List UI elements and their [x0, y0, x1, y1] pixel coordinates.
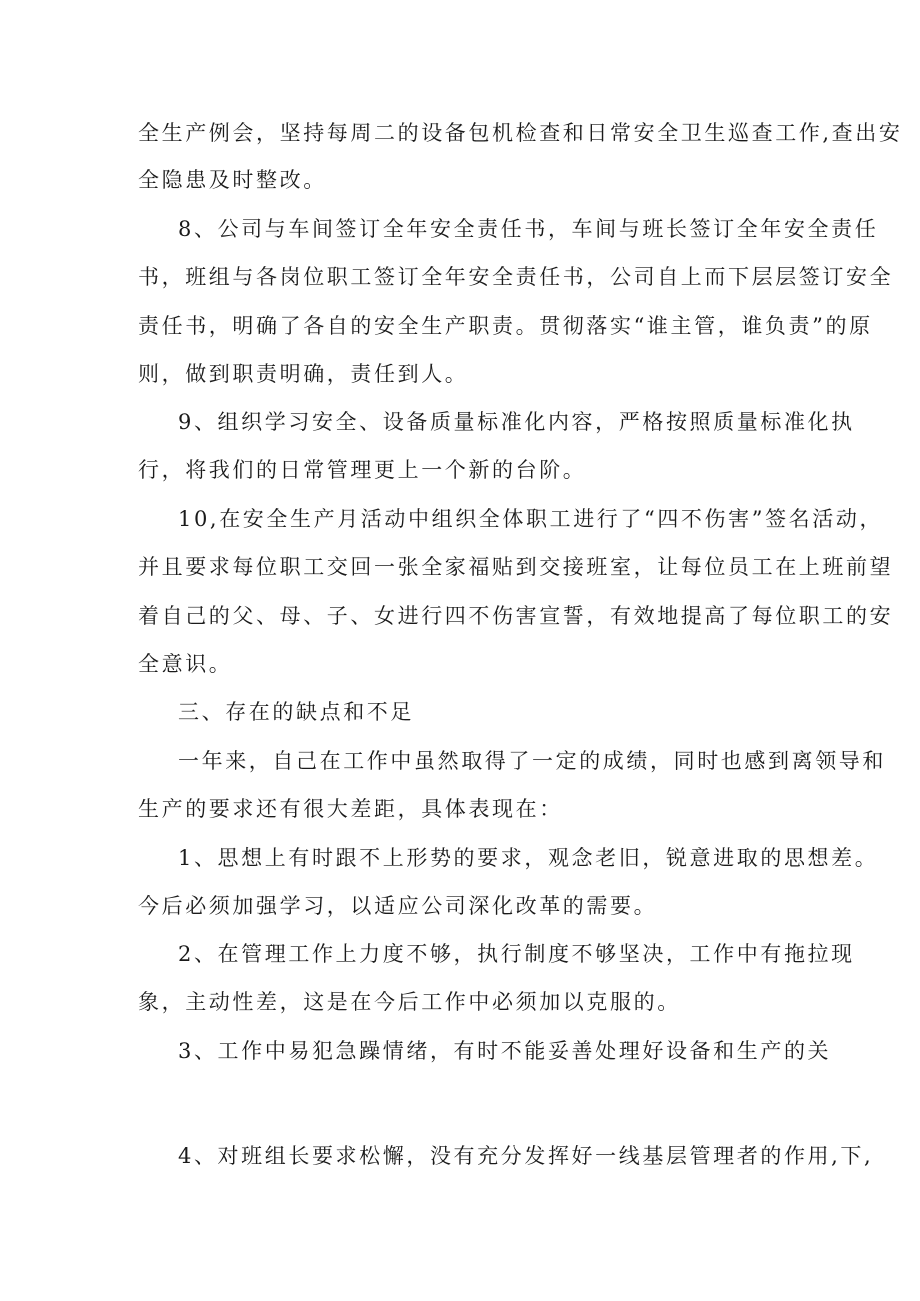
- paragraph-first-line: 一年来，自己在工作中虽然取得了一定的成绩，同时也感到离领导和: [178, 749, 886, 773]
- paragraph-first-line: 8、公司与车间签订全年安全责任书，车间与班长签订全年安全责任: [178, 217, 879, 241]
- paragraph-first-line: 2、在管理工作上力度不够，执行制度不够坚决，工作中有拖拉现: [178, 942, 855, 966]
- paragraph-line: 全意识。: [138, 652, 233, 676]
- paragraph-line: 责任书，明确了各自的安全生产职责。贯彻落实“谁主管，谁负责”的原: [138, 314, 873, 338]
- paragraph-line: 则，做到职责明确，责任到人。: [138, 362, 469, 386]
- paragraph-line: 生产的要求还有很大差距，具体表现在：: [138, 797, 563, 821]
- paragraph-line: 全隐患及时整改。: [138, 168, 327, 192]
- paragraph-first-line: 10,在安全生产月活动中组织全体职工进行了“四不伤害”签名活动，: [178, 507, 884, 531]
- paragraph-line: 书，班组与各岗位职工签订全年安全责任书，公司自上而下层层签订安全: [138, 265, 894, 289]
- paragraph-line: 象，主动性差，这是在今后工作中必须加以克服的。: [138, 990, 681, 1014]
- paragraph-first-line: 3、工作中易犯急躁情绪，有时不能妥善处理好设备和生产的关: [178, 1039, 832, 1063]
- paragraph-line: 着自己的父、母、子、女进行四不伤害宣誓，有效地提高了每位职工的安: [138, 604, 894, 628]
- paragraph-line: 今后必须加强学习，以适应公司深化改革的需要。: [138, 894, 658, 918]
- paragraph-first-line: 4、对班组长要求松懈，没有充分发挥好一线基层管理者的作用,下,: [178, 1144, 874, 1168]
- paragraph-first-line: 1、思想上有时跟不上形势的要求，观念老旧，锐意进取的思想差。: [178, 846, 879, 870]
- paragraph-line: 并且要求每位职工交回一张全家福贴到交接班室，让每位员工在上班前望: [138, 555, 894, 579]
- paragraph-line: 全生产例会，坚持每周二的设备包机检查和日常安全卫生巡查工作,查出安: [138, 121, 903, 145]
- paragraph-line: 行，将我们的日常管理更上一个新的台阶。: [138, 458, 587, 482]
- paragraph-first-line: 9、组织学习安全、设备质量标准化内容，严格按照质量标准化执: [178, 410, 855, 434]
- section-heading: 三、存在的缺点和不足: [178, 700, 414, 724]
